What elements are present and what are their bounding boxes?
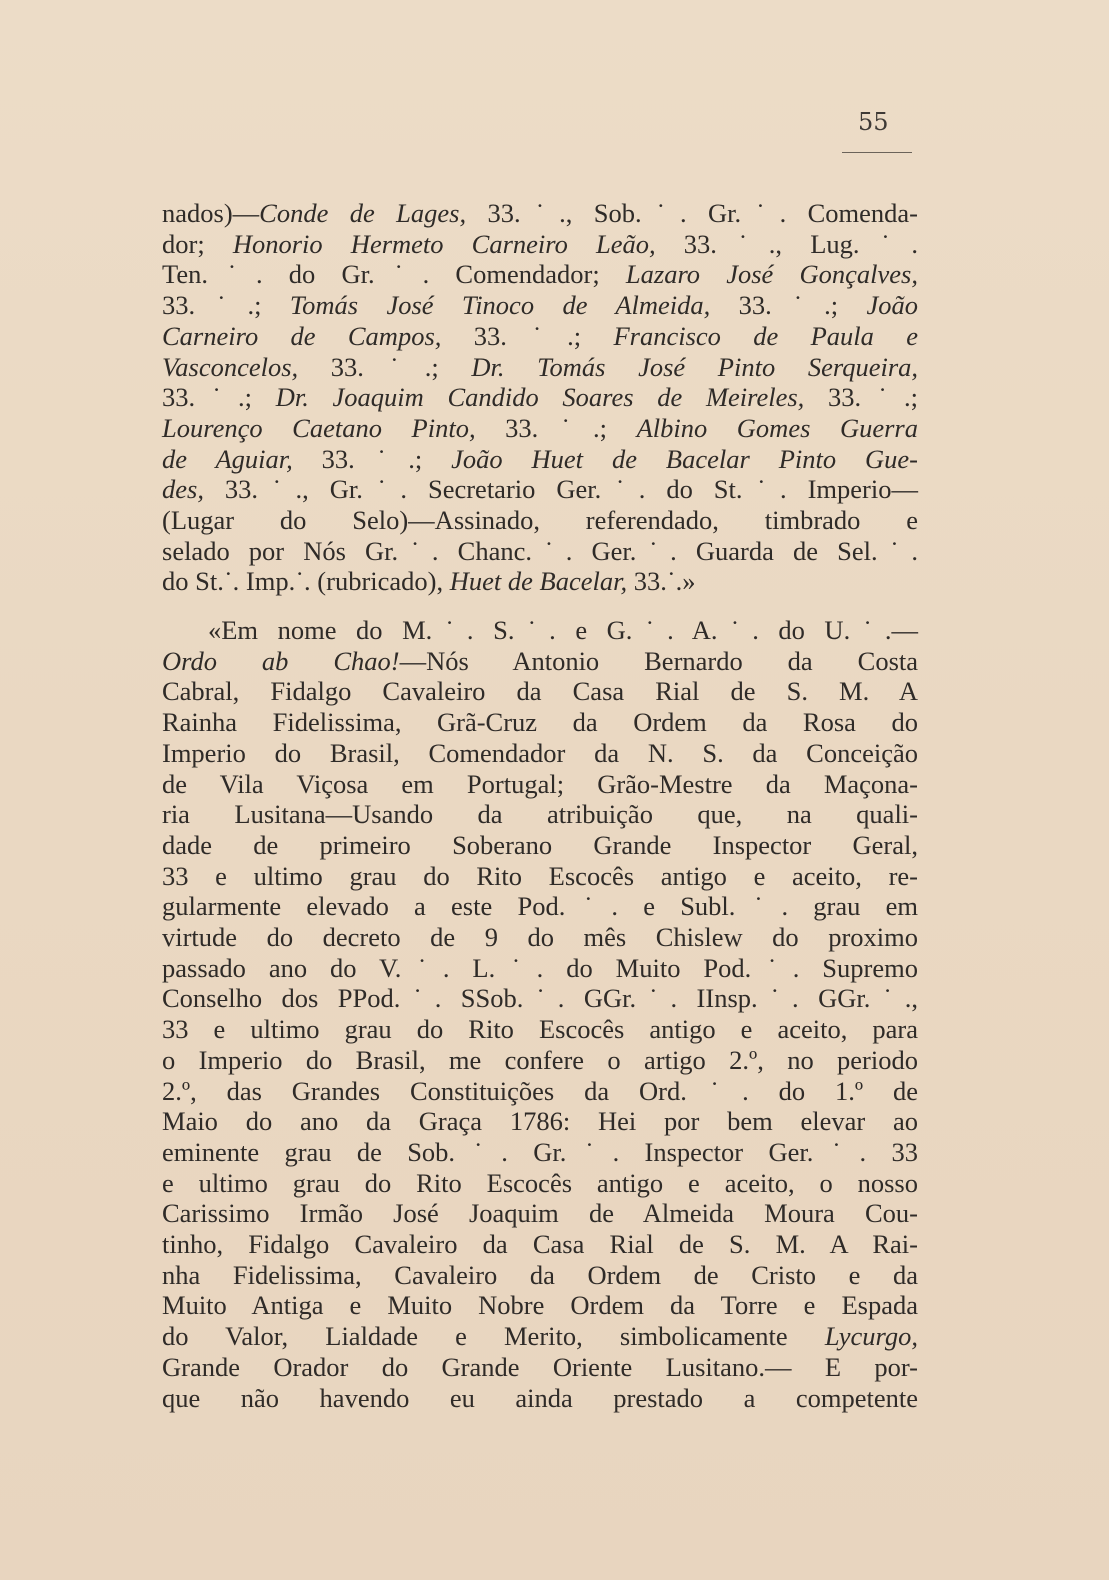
text-line: gularmente elevado a este Pod.˙. e Subl.˙. grau em	[162, 891, 918, 922]
text-line: (Lugar do Selo)—Assinado, referendado, timbrado e	[162, 505, 918, 536]
text-line: des, 33.˙., Gr.˙. Secretario Ger.˙. do St.˙. Imperio—	[162, 474, 918, 505]
text-line: Vasconcelos, 33.˙.; Dr. Tomás José Pinto Serqueira,	[162, 351, 919, 382]
text-line: Conselho dos PPod.˙. SSob.˙. GGr.˙. IInsp.˙. GGr.˙.,	[162, 983, 918, 1014]
text-line: 2.º, das Grandes Constituições da Ord.˙. do 1.º de	[162, 1075, 918, 1106]
text-line: dade de primeiro Soberano Grande Inspector Geral,	[162, 829, 918, 860]
italic-name: João	[866, 290, 919, 321]
italic-name: Dr. Tomás José Pinto Serqueira,	[471, 351, 919, 382]
italic-name: Lazaro José Gonçalves,	[625, 259, 918, 290]
text-line: Imperio do Brasil, Comendador da N. S. da Conceição	[162, 737, 918, 768]
paragraph-signatories	[162, 198, 918, 597]
text-line: nha Fidelissima, Cavaleiro da Ordem de Cristo e da	[162, 1259, 918, 1290]
text-line: virtude do decreto de 9 do mês Chislew do proximo	[162, 922, 918, 953]
text-line: selado por Nós Gr.˙. Chanc.˙. Ger.˙. Guarda de Sel.˙.	[162, 535, 918, 566]
text-line: tinho, Fidalgo Cavaleiro da Casa Rial de S. M. A Rai-	[162, 1229, 918, 1260]
text-line: Ordo ab Chao!—Nós Antonio Bernardo da Costa	[162, 645, 919, 676]
italic-name: Lycurgo,	[824, 1321, 918, 1352]
text-line: de Aguiar, 33.˙.; João Huet de Bacelar Pinto Gue-	[162, 443, 918, 474]
italic-name: de Aguiar,	[162, 443, 293, 474]
text-line: eminente grau de Sob.˙. Gr.˙. Inspector Ger.˙. 33	[162, 1136, 918, 1167]
text-line: de Vila Viçosa em Portugal; Grão-Mestre da Maçona-	[162, 768, 918, 799]
text-line: 33.˙.; Dr. Joaquim Candido Soares de Meireles, 33.˙.;	[162, 382, 919, 413]
italic-name: Ordo ab Chao!	[162, 645, 400, 676]
text-line: Ten.˙. do Gr.˙. Comendador; Lazaro José Gonçalves,	[162, 259, 918, 290]
italic-name: Dr. Joaquim Candido Soares de Meireles,	[275, 382, 805, 413]
text-line: 33 e ultimo grau do Rito Escocês antigo e aceito, para	[162, 1014, 918, 1045]
italic-name: Lourenço Caetano Pinto,	[162, 412, 476, 443]
text-line: 33 e ultimo grau do Rito Escocês antigo e aceito, re-	[162, 860, 918, 891]
text-line: Maio do ano da Graça 1786: Hei por bem elevar ao	[162, 1106, 918, 1137]
text-line: dor; Honorio Hermeto Carneiro Leão, 33.˙., Lug.˙.	[162, 228, 919, 259]
text-line: Carissimo Irmão José Joaquim de Almeida Moura Cou-	[162, 1198, 918, 1229]
text-line: Cabral, Fidalgo Cavaleiro da Casa Rial de S. M. A	[162, 676, 918, 707]
text-line: que não havendo eu ainda prestado a competente	[162, 1382, 918, 1413]
italic-name: Tomás José Tinoco de Almeida,	[289, 290, 711, 321]
text-line: «Em nome do M.˙. S.˙. e G.˙. A.˙. do U.˙.—	[208, 615, 918, 645]
italic-name: des,	[162, 474, 204, 505]
text-line: do St.˙. Imp.˙. (rubricado), Huet de Bacelar, 33.˙.»	[162, 566, 696, 597]
text-line: nados)—Conde de Lages, 33.˙., Sob.˙. Gr.˙. Comenda-	[162, 198, 918, 228]
text-line: o Imperio do Brasil, me confere o artigo 2.º, no periodo	[162, 1044, 918, 1075]
italic-name: Carneiro de Campos,	[162, 320, 442, 351]
italic-name: João Huet de Bacelar Pinto Gue-	[451, 443, 918, 474]
page-number: 55	[858, 108, 889, 136]
text-line: Carneiro de Campos, 33.˙.; Francisco de Paula e	[162, 320, 918, 351]
text-line: Muito Antiga e Muito Nobre Ordem da Torre e Espada	[162, 1290, 918, 1321]
italic-name: Vasconcelos,	[162, 351, 299, 382]
text-line: Grande Orador do Grande Oriente Lusitano.— E por-	[162, 1351, 918, 1382]
text-line: Lourenço Caetano Pinto, 33.˙.; Albino Gomes Guerra	[162, 412, 918, 443]
text-line: 33.˙.; Tomás José Tinoco de Almeida, 33.˙.; João	[162, 290, 919, 321]
italic-name: Francisco de Paula e	[613, 320, 918, 351]
italic-name: Albino Gomes Guerra	[636, 412, 918, 443]
text-line: Rainha Fidelissima, Grã-Cruz da Ordem da Rosa do	[162, 707, 918, 738]
italic-name: Honorio Hermeto Carneiro Leão,	[232, 228, 656, 259]
header-rule	[842, 152, 912, 153]
italic-name: Conde de Lages,	[259, 198, 467, 228]
text-line: e ultimo grau do Rito Escocês antigo e aceito, o nosso	[162, 1167, 918, 1198]
text-line: do Valor, Lialdade e Merito, simbolicamente Lycurgo,	[162, 1321, 918, 1352]
text-line: passado ano do V.˙. L.˙. do Muito Pod.˙. Supremo	[162, 952, 918, 983]
italic-name: Huet de Bacelar,	[449, 566, 628, 597]
text-line: ria Lusitana—Usando da atribuição que, na quali-	[162, 799, 918, 830]
paragraph-decree	[162, 615, 918, 1413]
